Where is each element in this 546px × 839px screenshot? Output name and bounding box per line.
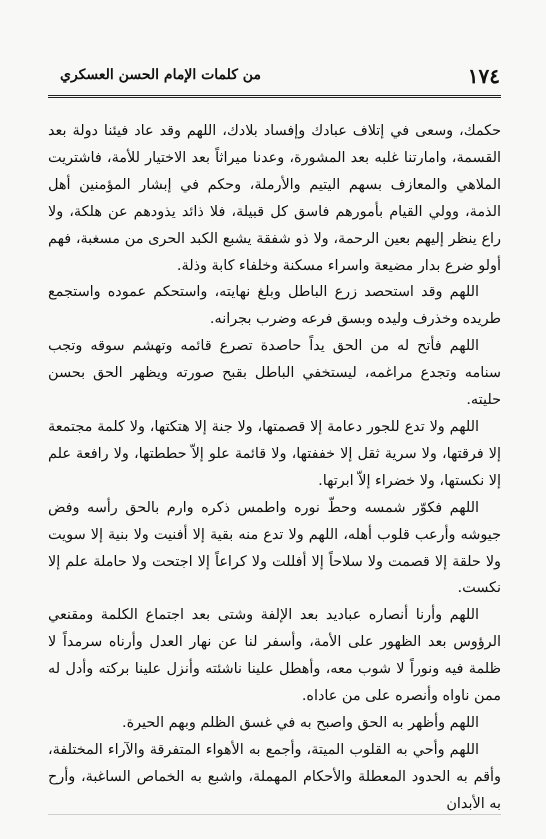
paragraph: اللهم وأرنا أنصاره عباديد بعد الإلفة وشتى بعد اجتماع الكلمة ومقنعي الرؤوس بعد الظهور على الأمة، وأسفر لنا عن نهار العدل وأرناه سرمداً لا ظلمة فيه ونوراً لا شوب معه، وأهطل علينا ناشئته وأنزل علينا بركته وأدل له ممن ناواه وأنصره على من عاداه. [48,607,501,705]
page-number: ١٧٤ [467,64,500,88]
body-text [48,118,501,818]
paragraph: اللهم فكوّر شمسه وحطّ نوره واطمس ذكره وارم بالحق رأسه وفض جيوشه وأرعب قلوب أهله، اللهم ولا تدع منه بقية إلا أفنيت ولا بنية إلا سويت ولا حلقة إلا قصمت ولا سلاحاً إلا أفللت ولا كراعاً إلا اجتحت ولا حاملة علم إلا نكست. [48,499,501,597]
paragraph: اللهم وأحي به القلوب الميتة، وأجمع به الأهواء المتفرقة والآراء المختلفة، وأقم به الحدود المعطلة والأحكام المهملة، واشبع به الخماص الساغبة، وأرح به الأبدان [48,741,501,812]
paragraph: اللهم ولا تدع للجور دعامة إلا قصمتها، ولا جنة إلا هتكتها، ولا كلمة مجتمعة إلا فرقتها، ولا سرية ثقل إلا خففتها، ولا قائمة علو إلاّ حططتها، ولا رافعة علم إلا نكستها، ولا خضراء إلاّ ابرتها. [48,418,501,489]
paragraph: اللهم وقد استحصد زرع الباطل وبلغ نهايته، واستحكم عموده واستجمع طريده وخذرف وليده وبسق فرعه وضرب بجرانه. [48,284,501,328]
paragraph: حكمك، وسعى في إتلاف عبادك وإفساد بلادك، اللهم وقد عاد فيئنا دولة بعد القسمة، وامارتنا غلبه بعد المشورة، وعدنا ميراثاً بعد الاختيار للأمة، فاشتريت الملاهي والمعازف بسهم اليتيم والأرملة، وحكم في إبشار المؤمنين أهل الذمة، وولي القيام بأمورهم فاسق كل قبيلة، فلا ذائد يذودهم عن هلكة، ولا راع ينظر إليهم بعين الرحمة، ولا ذو شفقة يشبع الكبد الحرى من مسغبة، فهم أولو ضرع بدار مضيعة واسراء مسكنة وخلفاء كابة وذلة. [48,123,501,274]
paragraph: اللهم وأظهر به الحق واصبح به في غسق الظلم وبهم الحيرة. [122,714,479,731]
paragraph: اللهم فأتح له من الحق يداً حاصدة تصرع قائمه وتهشم سوقه وتجب سنامه وتجدع مراغمه، ليستخفي الباطل بقبح صورته ويظهر الحق بحسن حليته. [48,338,501,409]
page-header [48,64,500,92]
running-title: من كلمات الإمام الحسن العسكري [60,67,261,83]
bottom-rule [48,814,501,815]
header-rule [48,95,501,98]
